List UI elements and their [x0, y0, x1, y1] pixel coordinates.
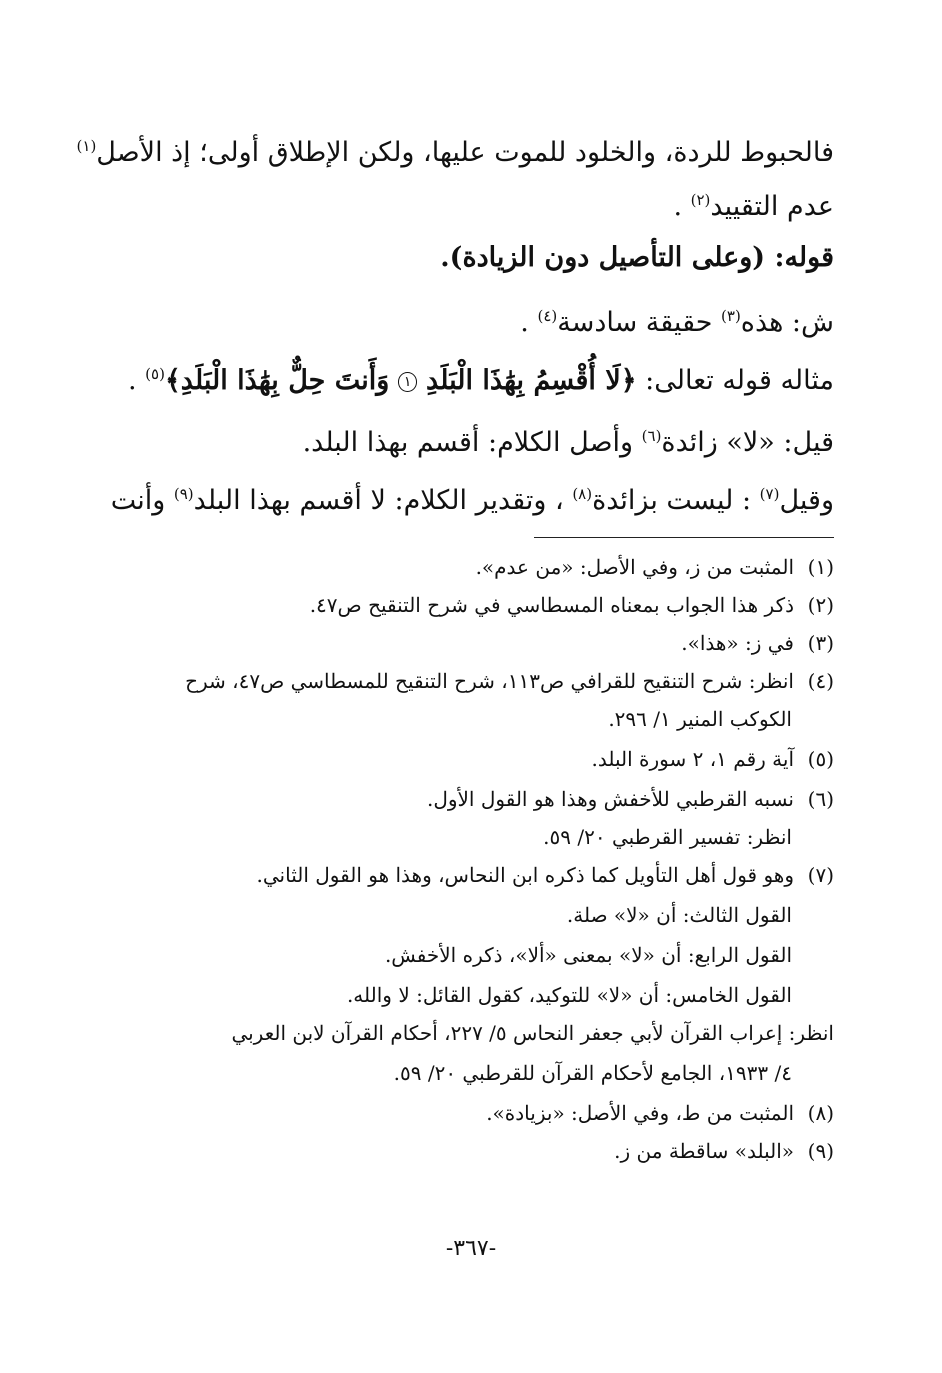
footnote-number: (٢): [807, 593, 834, 617]
footnote-9: [118, 1137, 834, 1165]
body-text: .: [520, 307, 529, 338]
body-text: وقيل: [779, 485, 834, 516]
footnote-8: [118, 1099, 834, 1127]
footnote-number: (٥): [807, 747, 834, 771]
body-line-5: [118, 356, 834, 399]
footnote-text: القول الرابع: أن «لا» بمعنى «ألا»، ذكره الأخفش.: [384, 943, 792, 967]
footnote-number: (٨): [807, 1101, 834, 1125]
ayah-marker: ١: [398, 372, 418, 392]
footnote-number: (١): [807, 555, 834, 579]
body-text: .: [127, 365, 137, 396]
body-text: ش: هذه: [740, 307, 834, 338]
body-line-4: [118, 298, 834, 341]
footnote-4-cont: [118, 705, 792, 733]
footnote-ref: (٥): [145, 365, 165, 383]
footnote-4: [118, 667, 834, 695]
footnote-text: المثبت من ز، وفي الأصل: «من عدم».: [475, 555, 794, 579]
footnote-ref: (٣): [721, 307, 741, 325]
body-text: حقيقة سادسة: [557, 307, 713, 338]
footnote-text: ٤/ ١٩٣٣، الجامع لأحكام القرآن للقرطبي ٢٠/ ٥٩.: [393, 1061, 792, 1085]
footnote-text: آية رقم ١، ٢ سورة البلد.: [591, 747, 794, 771]
footnote-ref: (٩): [173, 485, 194, 503]
footnote-number: (٩): [807, 1139, 834, 1163]
footnote-text: القول الثالث: أن «لا» صلة.: [566, 903, 792, 927]
body-text: عدم التقييد: [710, 191, 834, 222]
footnote-3: [118, 629, 834, 657]
quran-verse: وَأَنتَ حِلٌّ بِهَٰذَا الْبَلَدِ﴾: [164, 365, 390, 396]
body-line-heading: [118, 240, 834, 276]
footnote-ref: (٤): [537, 307, 558, 325]
footnote-7-cont: [118, 1059, 792, 1087]
footnote-2: [118, 591, 834, 619]
footnote-ref: (٨): [572, 485, 593, 503]
body-text: : ليست بزائدة: [592, 485, 752, 516]
footnote-ref: (٢): [690, 191, 711, 209]
footnote-text: «البلد» ساقطة من ز.: [614, 1139, 794, 1163]
footnote-ref: (١): [76, 137, 97, 155]
footnote-text: القول الخامس: أن «لا» للتوكيد، كقول القائل: لا والله.: [346, 983, 792, 1007]
body-text: .: [673, 191, 683, 222]
footnote-number: (٤): [807, 669, 834, 693]
footnote-7-cont: [118, 901, 792, 929]
footnote-text: انظر: شرح التنقيح للقرافي ص١١٣، شرح التنقيح للمسطاسي ص٤٧، شرح: [185, 669, 794, 693]
footnote-ref: (٦): [641, 427, 662, 445]
footnote-7: [118, 861, 834, 889]
body-line-6: [118, 418, 834, 461]
footnote-6-cont: [118, 823, 792, 851]
footnote-text: في ز: «هذا».: [681, 631, 794, 655]
footnote-number: (٣): [807, 631, 834, 655]
body-text: فالحبوط للردة، والخلود للموت عليها، ولكن الإطلاق أولى؛ إذ الأصل: [96, 137, 834, 168]
footnote-text: ذكر هذا الجواب بمعناه المسطاسي في شرح التنقيح ص٤٧.: [309, 593, 794, 617]
body-line-1: [76, 128, 834, 171]
body-text: وأصل الكلام: أقسم بهذا البلد.: [302, 427, 634, 458]
footnote-text: انظر: إعراب القرآن لأبي جعفر النحاس ٥/ ٢٢٧، أحكام القرآن لابن العربي: [231, 1021, 834, 1045]
footnote-text: نسبه القرطبي للأخفش وهذا هو القول الأول.: [426, 787, 794, 811]
footnote-text: انظر: تفسير القرطبي ٢٠/ ٥٩.: [543, 825, 792, 849]
page-number: -٣٦٧-: [445, 1236, 497, 1261]
footnote-separator: [534, 537, 834, 538]
footnote-7-cont: [118, 1019, 834, 1047]
body-line-7: [110, 476, 834, 519]
footnote-number: (٦): [807, 787, 834, 811]
footnote-number: (٧): [807, 863, 834, 887]
footnote-7-cont: [118, 981, 792, 1009]
footnote-text: المثبت من ط، وفي الأصل: «بزيادة».: [486, 1101, 794, 1125]
body-line-2: [118, 182, 834, 225]
body-text: وأنت: [110, 485, 166, 516]
footnote-text: الكوكب المنير ١/ ٢٩٦.: [608, 707, 792, 731]
quote-heading: قوله: (وعلى التأصيل دون الزيادة).: [440, 242, 834, 273]
footnote-5: [118, 745, 834, 773]
footnote-ref: (٧): [759, 485, 780, 503]
body-text: مثاله قوله تعالى:: [645, 365, 834, 396]
quran-verse: ﴿لَا أُقْسِمُ بِهَٰذَا الْبَلَدِ: [426, 365, 637, 396]
footnote-7-cont: [118, 941, 792, 969]
footnote-text: وهو قول أهل التأويل كما ذكره ابن النحاس، وهذا هو القول الثاني.: [256, 863, 794, 887]
body-text: ، وتقدير الكلام: لا أقسم بهذا البلد: [193, 485, 564, 516]
body-text: قيل: «لا» زائدة: [661, 427, 834, 458]
footnote-1: [118, 553, 834, 581]
footnote-6: [118, 785, 834, 813]
